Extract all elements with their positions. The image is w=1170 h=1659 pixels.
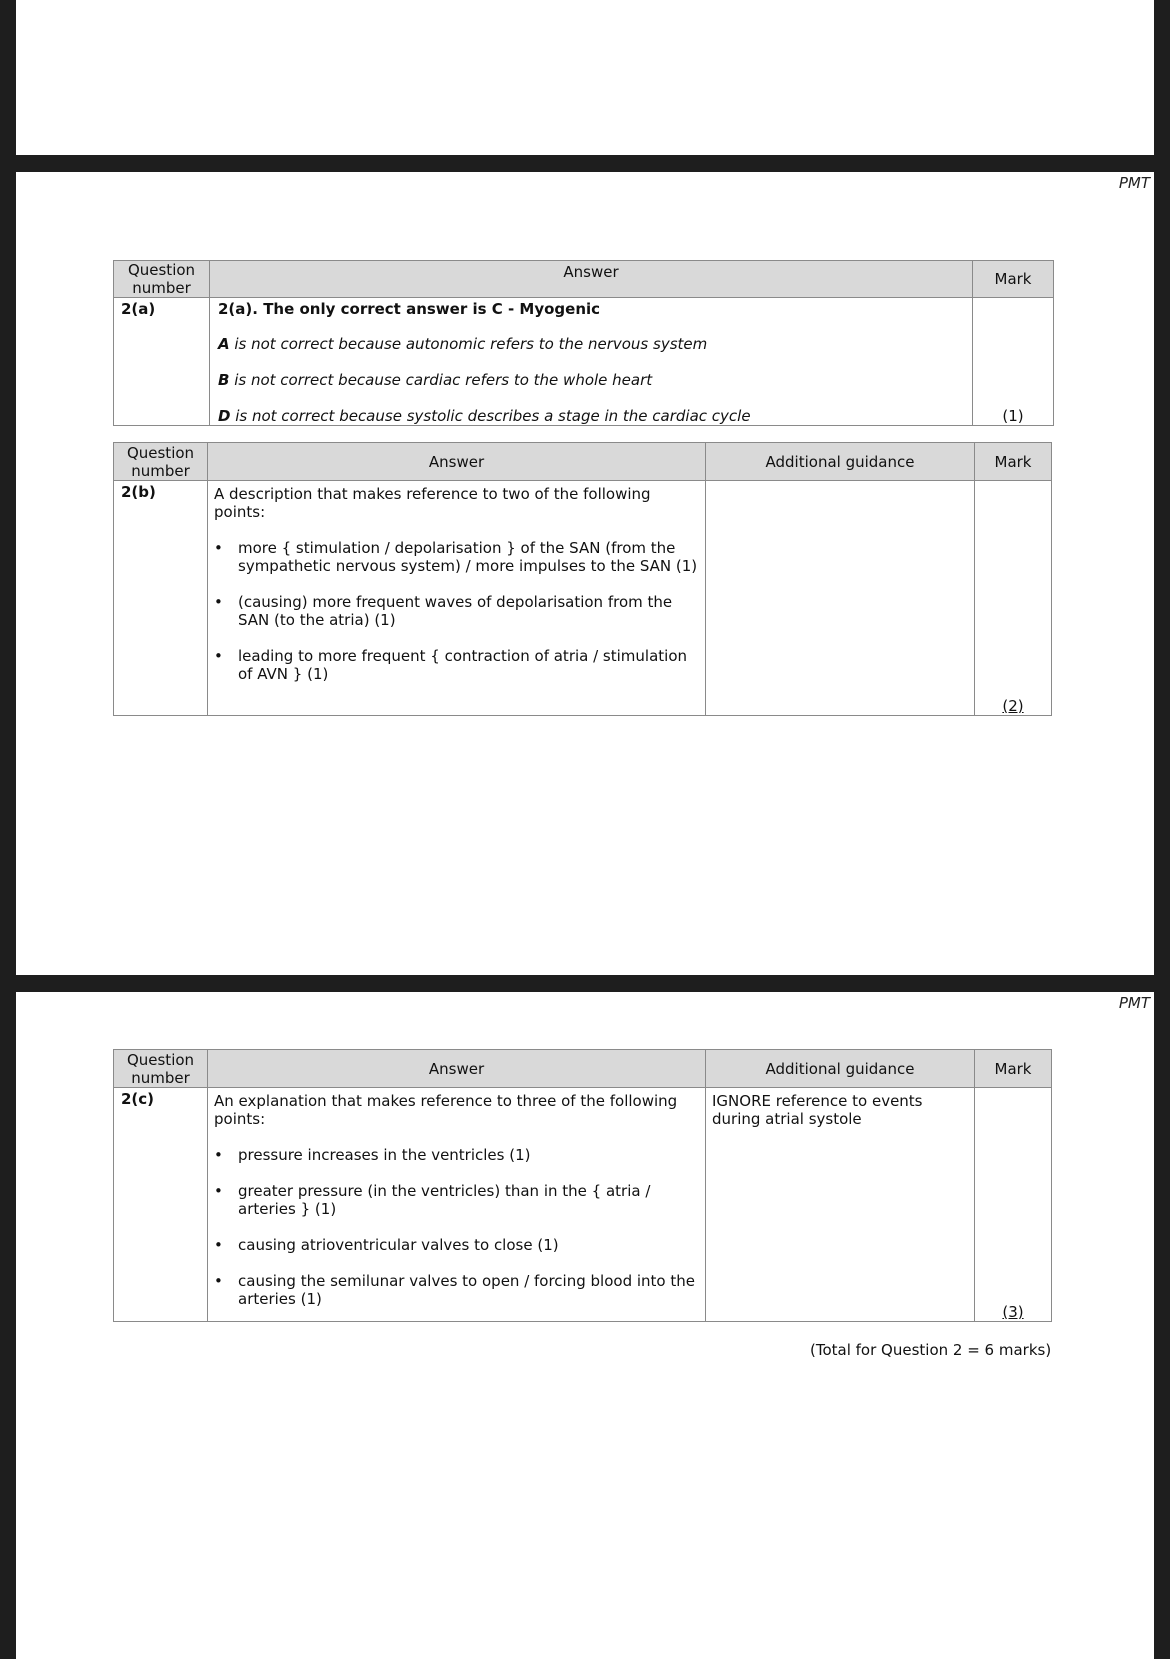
guidance-cell: IGNORE reference to events during atrial systole: [706, 1088, 975, 1322]
page-question-2ab: [16, 172, 1154, 975]
answer-intro: An explanation that makes reference to three of the following points:: [214, 1092, 678, 1128]
explanation-d: D is not correct because systolic describes a stage in the cardiac cycle: [218, 407, 751, 425]
list-item: • greater pressure (in the ventricles) than in the { atria / arteries } (1): [214, 1182, 699, 1218]
pmt-label: PMT: [1118, 174, 1150, 192]
header-question-number: Question number: [114, 261, 210, 298]
question-number: 2(a): [114, 298, 210, 426]
table-2a: [113, 260, 1054, 426]
header-mark: Mark: [973, 261, 1054, 298]
page-top-fragment: [16, 0, 1154, 155]
header-answer: Answer: [210, 261, 973, 298]
mark-value: (3): [1002, 1303, 1024, 1321]
table-2b: [113, 442, 1052, 716]
header-answer: Answer: [208, 443, 706, 481]
question-number: 2(c): [114, 1088, 208, 1322]
list-item: • pressure increases in the ventricles (1): [214, 1146, 699, 1164]
table-2c: [113, 1049, 1052, 1322]
total-marks: (Total for Question 2 = 6 marks): [810, 1341, 1052, 1359]
answer-intro: A description that makes reference to two of the following points:: [214, 485, 651, 521]
header-mark: Mark: [975, 1050, 1052, 1088]
question-number: 2(b): [114, 481, 208, 716]
header-guidance: Additional guidance: [706, 443, 975, 481]
answer-cell: [208, 1088, 706, 1322]
list-item: • leading to more frequent { contraction of atria / stimulation of AVN } (1): [214, 647, 699, 683]
list-item: • causing atrioventricular valves to close (1): [214, 1236, 699, 1254]
mark-value: (1): [1002, 407, 1024, 425]
header-mark: Mark: [975, 443, 1052, 481]
list-item: • more { stimulation / depolarisation } of the SAN (from the sympathetic nervous system) / more impulses to the SAN (1): [214, 539, 699, 575]
mark-cell: [975, 1088, 1052, 1322]
header-question-number: Question number: [114, 1050, 208, 1088]
answer-cell: [208, 481, 706, 716]
answer-heading: 2(a). The only correct answer is C - Myogenic: [218, 300, 601, 318]
mark-cell: [973, 298, 1054, 426]
header-answer: Answer: [208, 1050, 706, 1088]
guidance-cell: [706, 481, 975, 716]
page-question-2c: [16, 992, 1154, 1659]
explanation-b: B is not correct because cardiac refers to the whole heart: [218, 371, 653, 389]
point-list: [214, 539, 699, 683]
mark-value: (2): [1002, 697, 1024, 715]
list-item: • (causing) more frequent waves of depolarisation from the SAN (to the atria) (1): [214, 593, 699, 629]
list-item: • causing the semilunar valves to open / forcing blood into the arteries (1): [214, 1272, 699, 1308]
header-question-number: Question number: [114, 443, 208, 481]
point-list: [214, 1146, 699, 1308]
explanation-a: A is not correct because autonomic refers to the nervous system: [218, 335, 708, 353]
mark-cell: [975, 481, 1052, 716]
answer-cell: [210, 298, 973, 426]
header-guidance: Additional guidance: [706, 1050, 975, 1088]
pmt-label: PMT: [1118, 994, 1150, 1012]
